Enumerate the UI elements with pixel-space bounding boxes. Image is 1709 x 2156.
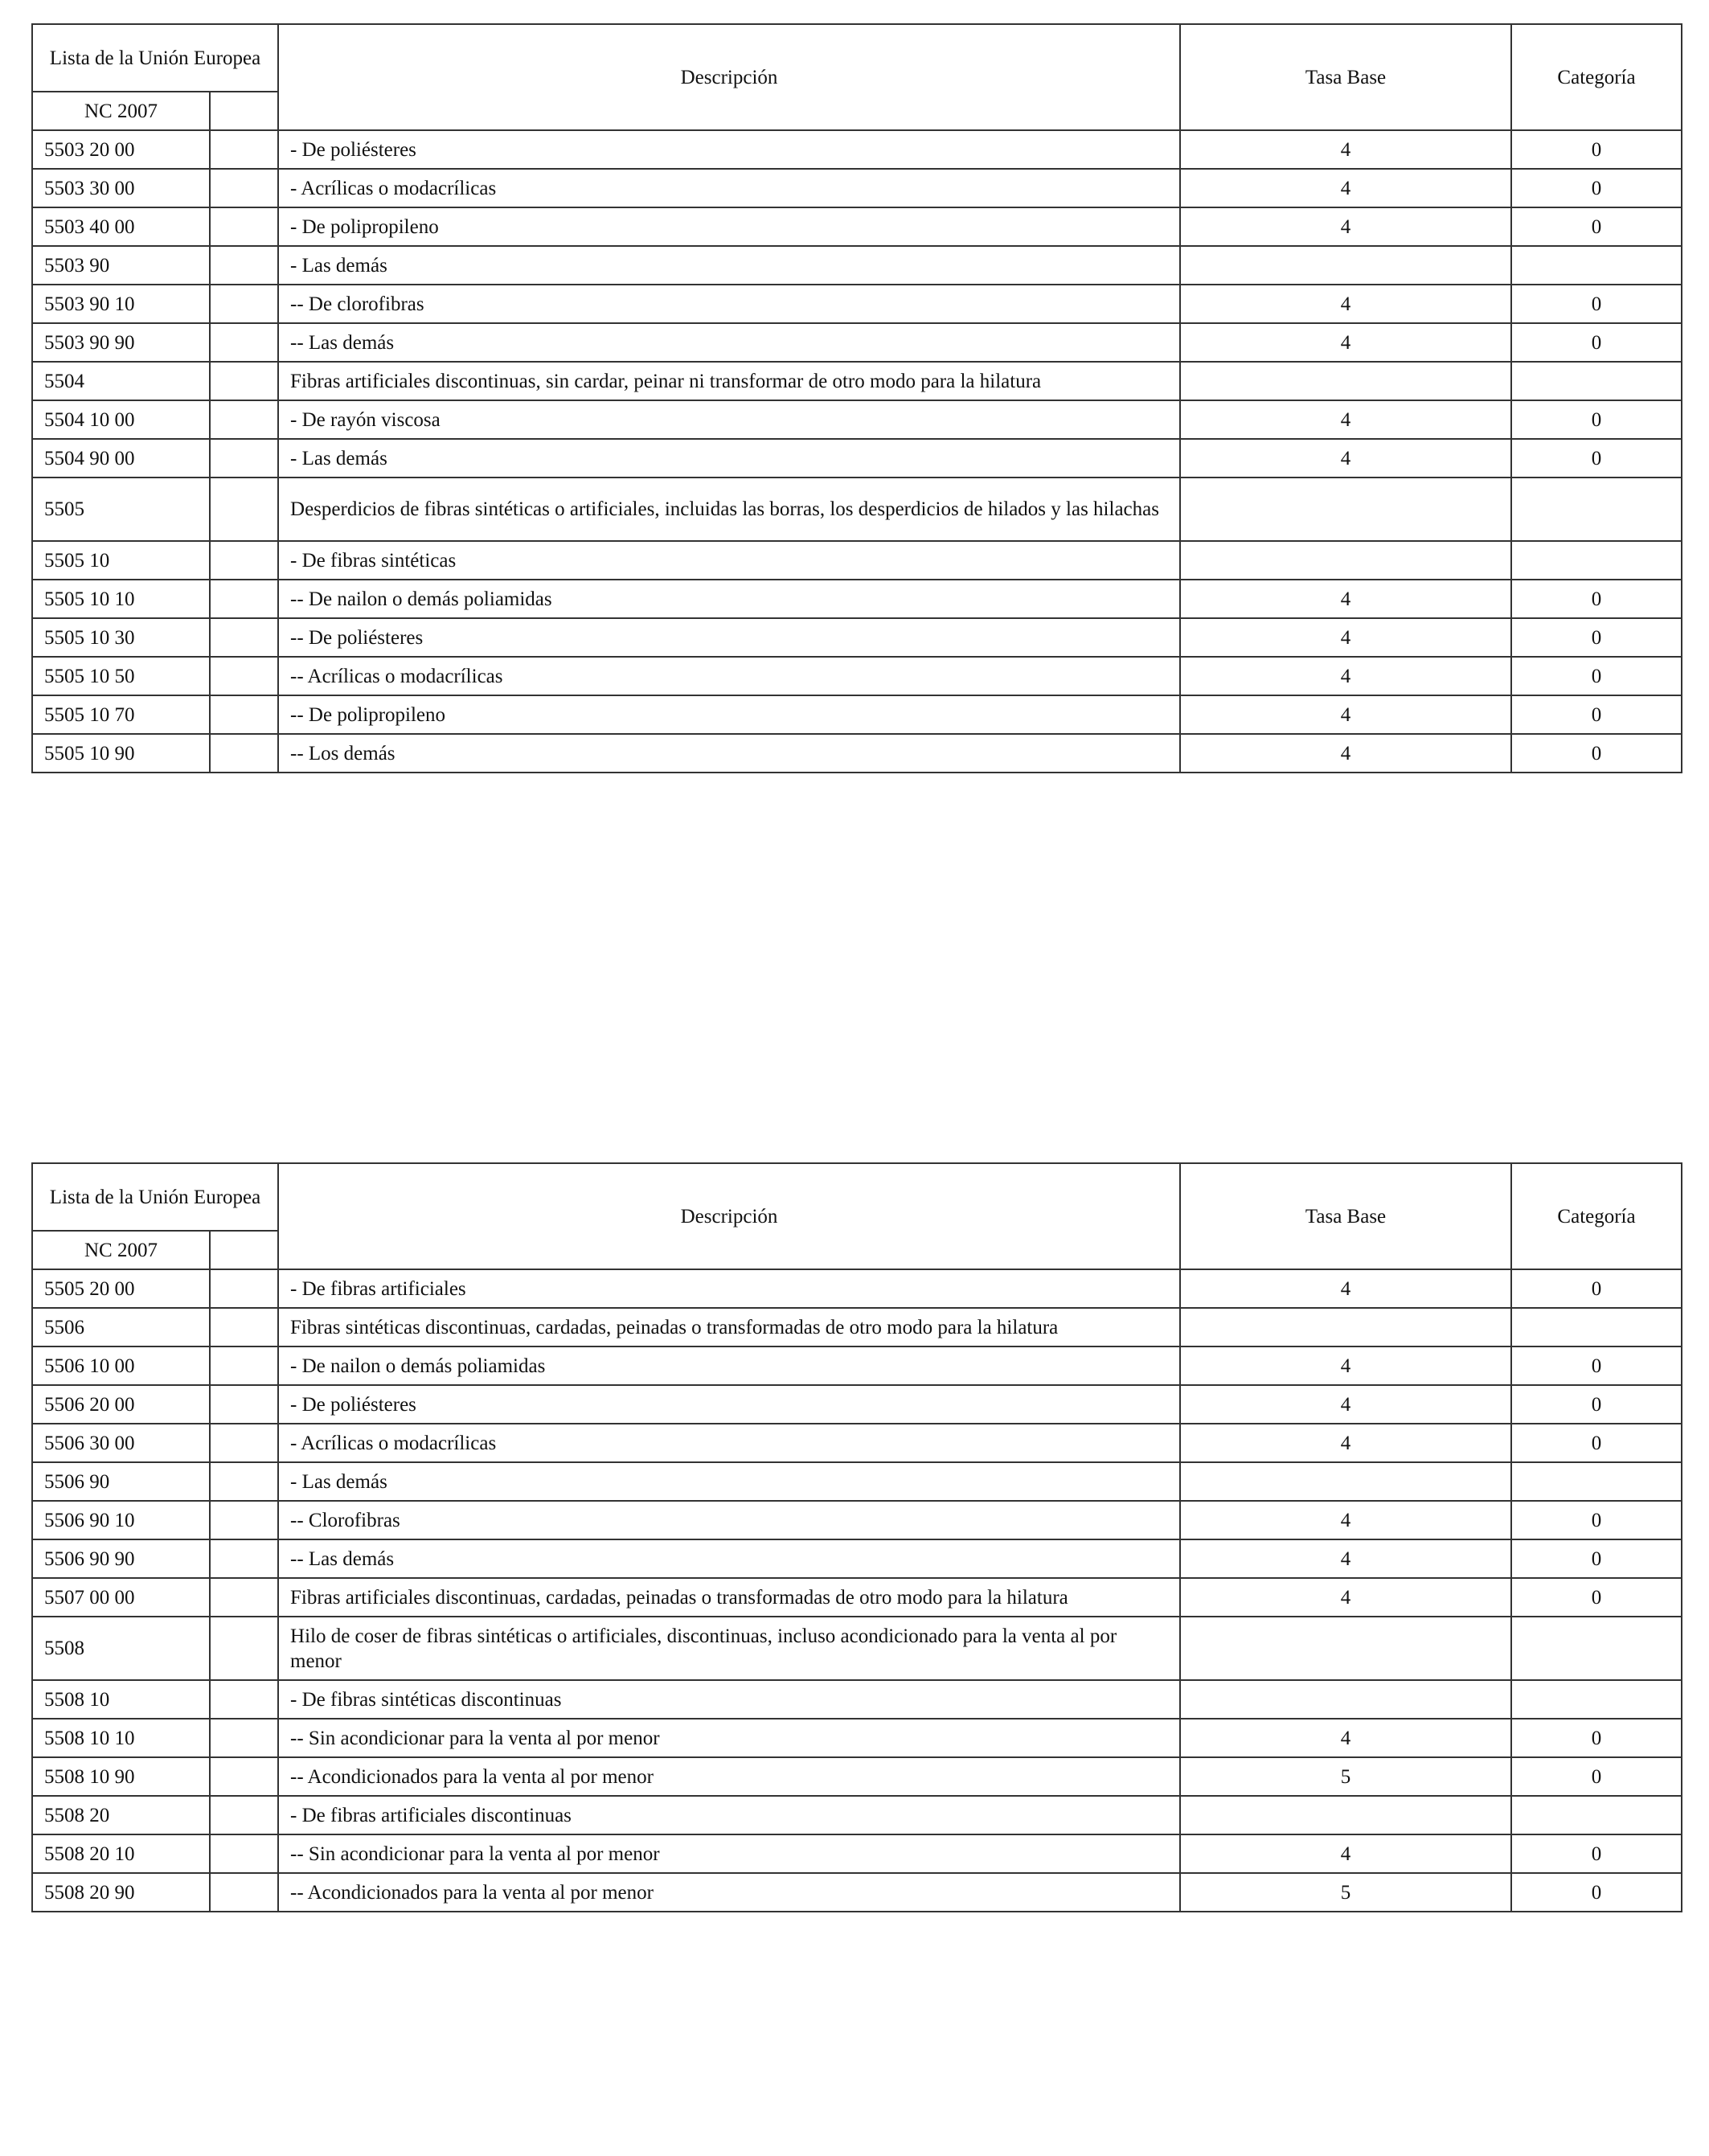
cell-blank: [210, 1578, 278, 1617]
header-description: Descripción: [278, 1163, 1180, 1269]
cell-blank: [210, 1385, 278, 1424]
cell-code: 5506 20 00: [32, 1385, 210, 1424]
cell-code: 5508 10: [32, 1680, 210, 1719]
cell-code: 5508 10 10: [32, 1719, 210, 1757]
table-row: [32, 1578, 1682, 1617]
cell-base-rate: 4: [1180, 1346, 1511, 1385]
cell-blank: [210, 657, 278, 695]
cell-base-rate: [1180, 1617, 1511, 1680]
cell-blank: [210, 439, 278, 478]
cell-base-rate: [1180, 1680, 1511, 1719]
cell-base-rate: [1180, 1462, 1511, 1501]
table-row: [32, 1873, 1682, 1912]
header-nc-label: NC 2007: [32, 1231, 210, 1269]
header-list-label: Lista de la Unión Europea: [32, 1163, 278, 1231]
cell-blank: [210, 1796, 278, 1834]
cell-blank: [210, 1462, 278, 1501]
table-row: [32, 580, 1682, 618]
table-row: [32, 1757, 1682, 1796]
cell-description: -- Acondicionados para la venta al por menor: [278, 1873, 1180, 1912]
cell-base-rate: 4: [1180, 734, 1511, 773]
table-row: [32, 734, 1682, 773]
header-nc-label: NC 2007: [32, 92, 210, 130]
table-row: [32, 1680, 1682, 1719]
table-row: [32, 169, 1682, 207]
cell-code: 5506 90 90: [32, 1539, 210, 1578]
cell-category: [1511, 478, 1682, 541]
cell-code: 5505 20 00: [32, 1269, 210, 1308]
cell-code: 5503 90 90: [32, 323, 210, 362]
cell-description: - De poliésteres: [278, 130, 1180, 169]
table-row: [32, 285, 1682, 323]
cell-blank: [210, 734, 278, 773]
cell-category: [1511, 1680, 1682, 1719]
cell-blank: [210, 478, 278, 541]
cell-code: 5505 10 50: [32, 657, 210, 695]
cell-description: - Acrílicas o modacrílicas: [278, 1424, 1180, 1462]
cell-code: 5508 10 90: [32, 1757, 210, 1796]
cell-base-rate: [1180, 1796, 1511, 1834]
cell-blank: [210, 362, 278, 400]
cell-code: 5506: [32, 1308, 210, 1346]
cell-description: Fibras sintéticas discontinuas, cardadas, peinadas o transformadas de otro modo para la hilatura: [278, 1308, 1180, 1346]
cell-description: -- De clorofibras: [278, 285, 1180, 323]
cell-blank: [210, 580, 278, 618]
header-category: Categoría: [1511, 24, 1682, 130]
cell-description: Desperdicios de fibras sintéticas o artificiales, incluidas las borras, los desperdicios de hilados y las hilachas: [278, 478, 1180, 541]
cell-base-rate: 4: [1180, 1578, 1511, 1617]
cell-blank: [210, 541, 278, 580]
cell-category: 0: [1511, 1873, 1682, 1912]
cell-code: 5506 10 00: [32, 1346, 210, 1385]
cell-code: 5506 30 00: [32, 1424, 210, 1462]
cell-category: [1511, 1617, 1682, 1680]
table-row: [32, 439, 1682, 478]
cell-base-rate: 4: [1180, 130, 1511, 169]
cell-description: Fibras artificiales discontinuas, sin cardar, peinar ni transformar de otro modo para la hilatura: [278, 362, 1180, 400]
cell-category: 0: [1511, 323, 1682, 362]
cell-base-rate: 4: [1180, 657, 1511, 695]
cell-code: 5504: [32, 362, 210, 400]
cell-category: 0: [1511, 400, 1682, 439]
cell-category: 0: [1511, 1269, 1682, 1308]
cell-code: 5503 90: [32, 246, 210, 285]
cell-code: 5503 40 00: [32, 207, 210, 246]
cell-description: -- Las demás: [278, 323, 1180, 362]
cell-code: 5503 20 00: [32, 130, 210, 169]
table-row: [32, 207, 1682, 246]
cell-blank: [210, 400, 278, 439]
header-empty-cell: [210, 1231, 278, 1269]
cell-code: 5505 10: [32, 541, 210, 580]
cell-category: 0: [1511, 285, 1682, 323]
header-base-rate: Tasa Base: [1180, 24, 1511, 130]
cell-category: 0: [1511, 734, 1682, 773]
table-header: [32, 24, 1682, 130]
cell-blank: [210, 1757, 278, 1796]
cell-description: - De fibras artificiales: [278, 1269, 1180, 1308]
cell-blank: [210, 1269, 278, 1308]
cell-description: -- Sin acondicionar para la venta al por menor: [278, 1719, 1180, 1757]
cell-base-rate: [1180, 478, 1511, 541]
cell-category: 0: [1511, 1385, 1682, 1424]
cell-description: - Las demás: [278, 1462, 1180, 1501]
cell-category: [1511, 1796, 1682, 1834]
cell-description: - De rayón viscosa: [278, 400, 1180, 439]
cell-description: -- De nailon o demás poliamidas: [278, 580, 1180, 618]
cell-code: 5505 10 70: [32, 695, 210, 734]
cell-code: 5505 10 30: [32, 618, 210, 657]
cell-description: -- Los demás: [278, 734, 1180, 773]
cell-description: Fibras artificiales discontinuas, cardadas, peinadas o transformadas de otro modo para la hilatura: [278, 1578, 1180, 1617]
cell-category: 0: [1511, 657, 1682, 695]
cell-category: 0: [1511, 1424, 1682, 1462]
cell-blank: [210, 1834, 278, 1873]
cell-base-rate: 4: [1180, 1385, 1511, 1424]
table-row: [32, 1796, 1682, 1834]
cell-description: - De fibras sintéticas discontinuas: [278, 1680, 1180, 1719]
cell-base-rate: 4: [1180, 207, 1511, 246]
table-body: [32, 1269, 1682, 1912]
cell-category: [1511, 246, 1682, 285]
cell-category: 0: [1511, 1757, 1682, 1796]
cell-description: -- Sin acondicionar para la venta al por menor: [278, 1834, 1180, 1873]
cell-base-rate: 4: [1180, 1539, 1511, 1578]
cell-code: 5508 20 90: [32, 1873, 210, 1912]
cell-base-rate: 5: [1180, 1757, 1511, 1796]
cell-description: - De fibras artificiales discontinuas: [278, 1796, 1180, 1834]
table-row: [32, 1539, 1682, 1578]
cell-category: 0: [1511, 695, 1682, 734]
table-row: [32, 1346, 1682, 1385]
cell-category: 0: [1511, 130, 1682, 169]
table-row: [32, 323, 1682, 362]
cell-category: 0: [1511, 1834, 1682, 1873]
table-row: [32, 1269, 1682, 1308]
cell-blank: [210, 1539, 278, 1578]
cell-description: - Acrílicas o modacrílicas: [278, 169, 1180, 207]
cell-blank: [210, 1424, 278, 1462]
cell-category: [1511, 362, 1682, 400]
cell-description: -- Clorofibras: [278, 1501, 1180, 1539]
cell-description: - De fibras sintéticas: [278, 541, 1180, 580]
cell-description: - De nailon o demás poliamidas: [278, 1346, 1180, 1385]
table-row: [32, 362, 1682, 400]
cell-code: 5508 20: [32, 1796, 210, 1834]
cell-code: 5508: [32, 1617, 210, 1680]
cell-base-rate: 4: [1180, 1501, 1511, 1539]
cell-blank: [210, 1719, 278, 1757]
cell-code: 5503 30 00: [32, 169, 210, 207]
cell-base-rate: [1180, 541, 1511, 580]
cell-code: 5506 90: [32, 1462, 210, 1501]
table-row: [32, 130, 1682, 169]
cell-category: [1511, 1462, 1682, 1501]
cell-base-rate: 4: [1180, 400, 1511, 439]
table-row: [32, 1385, 1682, 1424]
cell-code: 5507 00 00: [32, 1578, 210, 1617]
cell-blank: [210, 618, 278, 657]
cell-base-rate: 4: [1180, 323, 1511, 362]
cell-blank: [210, 246, 278, 285]
cell-category: 0: [1511, 1539, 1682, 1578]
header-empty-cell: [210, 92, 278, 130]
cell-code: 5508 20 10: [32, 1834, 210, 1873]
cell-base-rate: 5: [1180, 1873, 1511, 1912]
table-row: [32, 695, 1682, 734]
header-description: Descripción: [278, 24, 1180, 130]
table-row: [32, 1834, 1682, 1873]
cell-code: 5505: [32, 478, 210, 541]
table-row: [32, 246, 1682, 285]
cell-category: 0: [1511, 1719, 1682, 1757]
cell-code: 5505 10 10: [32, 580, 210, 618]
cell-blank: [210, 323, 278, 362]
cell-base-rate: 4: [1180, 1719, 1511, 1757]
cell-code: 5503 90 10: [32, 285, 210, 323]
table-row: [32, 400, 1682, 439]
cell-base-rate: 4: [1180, 1269, 1511, 1308]
table-body: [32, 130, 1682, 773]
cell-description: - De poliésteres: [278, 1385, 1180, 1424]
table-row: [32, 1462, 1682, 1501]
tariff-table-2: [31, 1162, 1682, 1912]
cell-base-rate: 4: [1180, 169, 1511, 207]
table-row: [32, 541, 1682, 580]
cell-blank: [210, 1680, 278, 1719]
header-category: Categoría: [1511, 1163, 1682, 1269]
table-header: [32, 1163, 1682, 1269]
cell-blank: [210, 1501, 278, 1539]
cell-description: -- De poliésteres: [278, 618, 1180, 657]
header-base-rate: Tasa Base: [1180, 1163, 1511, 1269]
cell-base-rate: [1180, 362, 1511, 400]
cell-blank: [210, 1308, 278, 1346]
cell-description: -- Acondicionados para la venta al por menor: [278, 1757, 1180, 1796]
cell-base-rate: 4: [1180, 285, 1511, 323]
table-row: [32, 478, 1682, 541]
cell-base-rate: 4: [1180, 618, 1511, 657]
cell-description: - Las demás: [278, 439, 1180, 478]
cell-description: - De polipropileno: [278, 207, 1180, 246]
cell-blank: [210, 1346, 278, 1385]
cell-base-rate: [1180, 246, 1511, 285]
cell-description: -- Acrílicas o modacrílicas: [278, 657, 1180, 695]
cell-code: 5505 10 90: [32, 734, 210, 773]
cell-description: -- De polipropileno: [278, 695, 1180, 734]
cell-base-rate: [1180, 1308, 1511, 1346]
header-list-label: Lista de la Unión Europea: [32, 24, 278, 92]
cell-blank: [210, 695, 278, 734]
cell-base-rate: 4: [1180, 695, 1511, 734]
cell-description: -- Las demás: [278, 1539, 1180, 1578]
table-row: [32, 1501, 1682, 1539]
table-row: [32, 618, 1682, 657]
cell-blank: [210, 285, 278, 323]
table-row: [32, 1719, 1682, 1757]
cell-category: [1511, 1308, 1682, 1346]
cell-blank: [210, 207, 278, 246]
cell-base-rate: 4: [1180, 580, 1511, 618]
tariff-table-1: [31, 23, 1682, 773]
cell-category: 0: [1511, 207, 1682, 246]
cell-category: 0: [1511, 618, 1682, 657]
cell-base-rate: 4: [1180, 1834, 1511, 1873]
cell-description: Hilo de coser de fibras sintéticas o artificiales, discontinuas, incluso acondicionado para la venta al por menor: [278, 1617, 1180, 1680]
cell-category: 0: [1511, 580, 1682, 618]
table-row: [32, 657, 1682, 695]
cell-category: 0: [1511, 1346, 1682, 1385]
cell-blank: [210, 169, 278, 207]
cell-code: 5506 90 10: [32, 1501, 210, 1539]
cell-description: - Las demás: [278, 246, 1180, 285]
cell-blank: [210, 130, 278, 169]
cell-category: 0: [1511, 169, 1682, 207]
cell-code: 5504 10 00: [32, 400, 210, 439]
cell-category: [1511, 541, 1682, 580]
cell-base-rate: 4: [1180, 439, 1511, 478]
table-row: [32, 1617, 1682, 1680]
table-row: [32, 1308, 1682, 1346]
cell-category: 0: [1511, 1578, 1682, 1617]
cell-category: 0: [1511, 439, 1682, 478]
cell-category: 0: [1511, 1501, 1682, 1539]
cell-blank: [210, 1873, 278, 1912]
cell-base-rate: 4: [1180, 1424, 1511, 1462]
table-row: [32, 1424, 1682, 1462]
cell-code: 5504 90 00: [32, 439, 210, 478]
cell-blank: [210, 1617, 278, 1680]
